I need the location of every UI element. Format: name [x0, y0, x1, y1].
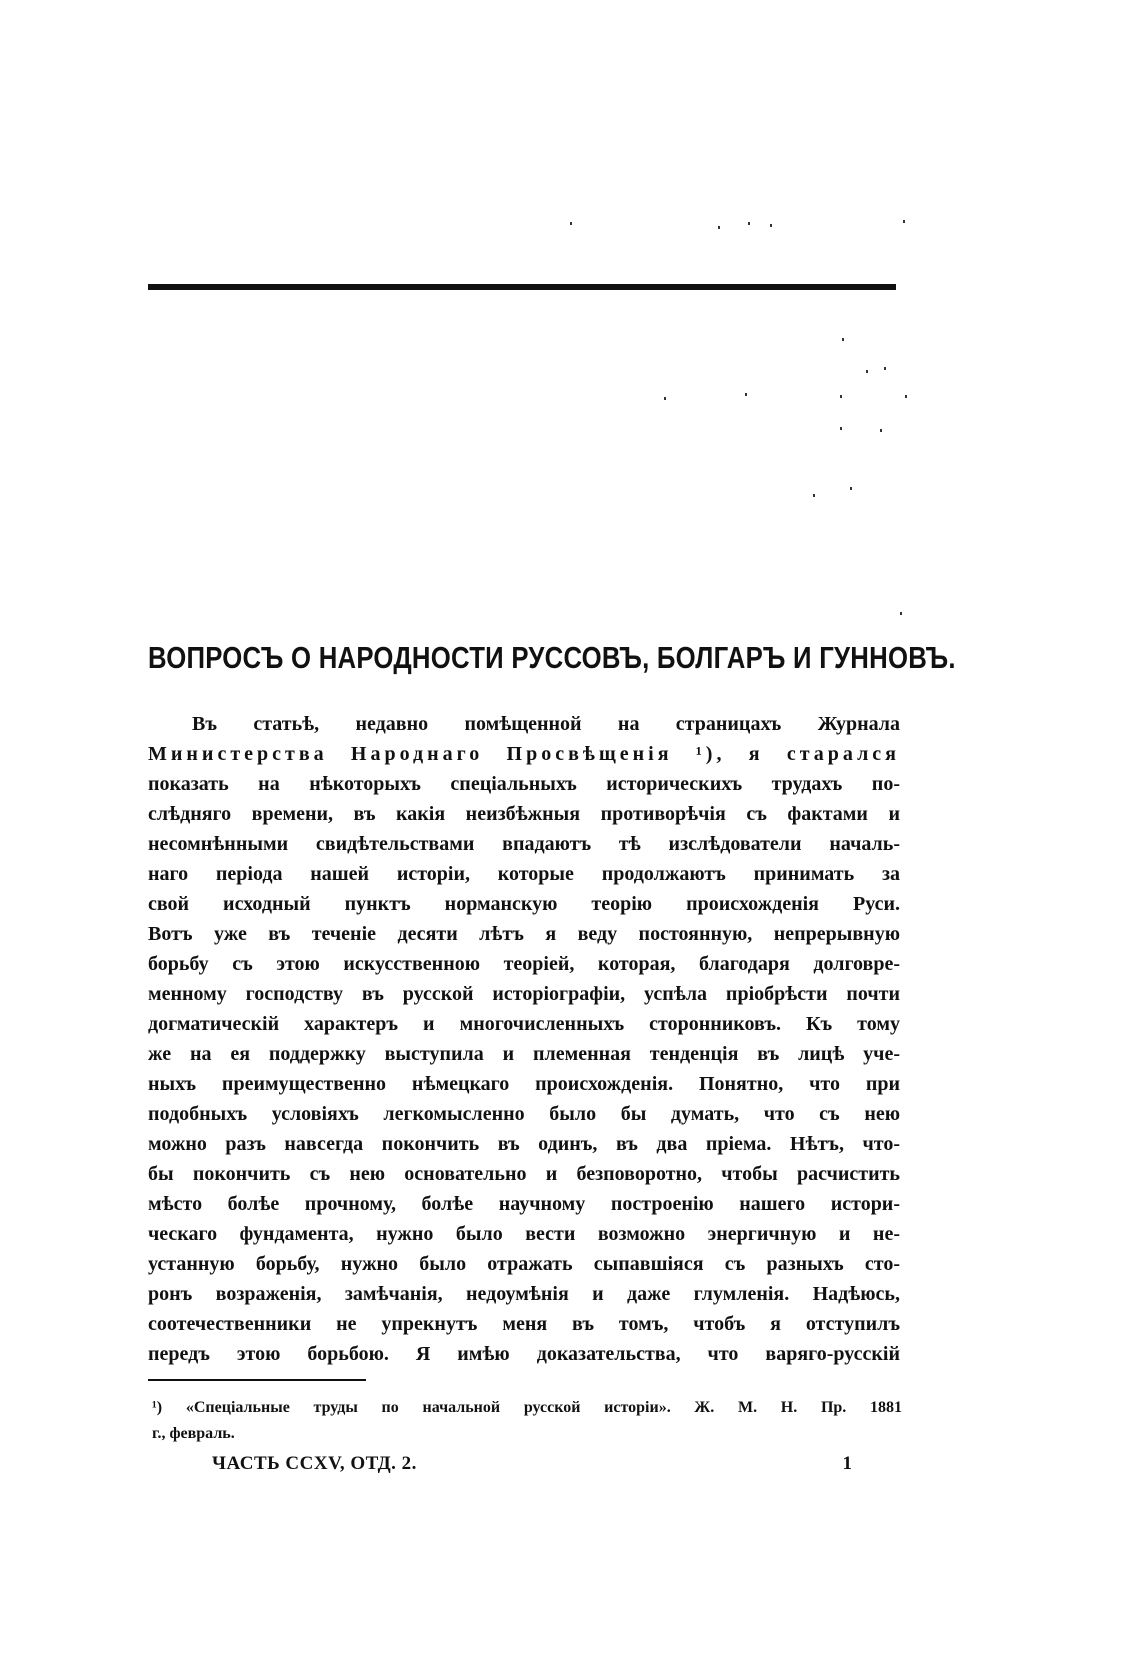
- signature-mark: ЧАСТЬ CCXV, ОТД. 2.: [212, 1453, 417, 1474]
- footnote: [152, 1395, 902, 1447]
- body-line: передъ этою борьбою. Я имѣю доказательства, что варяго-русскій: [148, 1343, 900, 1365]
- body-line: устанную борьбу, нужно было отражать сыпавшіяся съ разныхъ сто-: [148, 1253, 900, 1275]
- page-footer: [212, 1453, 852, 1483]
- body-line: соотечественники не упрекнутъ меня въ томъ, чтобъ я отступилъ: [148, 1313, 900, 1335]
- footnote-marker: ¹): [152, 1399, 163, 1416]
- footnote-rule: [148, 1379, 366, 1381]
- body-line: мѣсто болѣе прочному, болѣе научному построенію нашего истори-: [148, 1193, 900, 1215]
- footnote-text: «Спеціальные труды по начальной русской исторіи». Ж. М. Н. Пр. 1881: [185, 1399, 903, 1416]
- body-line: Министерства Народнаго Просвѣщенія ¹), я старался: [148, 743, 900, 765]
- body-line: ческаго фундамента, нужно было вести возможно энергичную и не-: [148, 1223, 900, 1245]
- body-line: наго періода нашей исторіи, которые продолжаютъ принимать за: [148, 863, 900, 885]
- footnote-line: г., февраль.: [152, 1425, 235, 1442]
- body-line: несомнѣнными свидѣтельствами впадаютъ тѣ изслѣдователи началь-: [148, 833, 900, 855]
- article-title: ВОПРОСЪ О НАРОДНОСТИ РУССОВЪ, БОЛГАРЪ И ГУННОВЪ.: [148, 640, 956, 675]
- body-line: подобныхъ условіяхъ легкомысленно было бы думать, что съ нею: [148, 1103, 900, 1125]
- body-line: Въ статьѣ, недавно помѣщенной на страницахъ Журнала: [192, 713, 900, 735]
- body-line: менному господству въ русской исторіографіи, успѣла пріобрѣсти почти: [148, 983, 900, 1005]
- body-line: ронъ возраженія, замѣчанія, недоумѣнія и даже глумленія. Надѣюсь,: [148, 1283, 900, 1305]
- body-line: борьбу съ этою искусственною теоріей, которая, благодаря долговре-: [148, 953, 900, 975]
- body-line: же на ея поддержку выступила и племенная тенденція въ лицѣ уче-: [148, 1043, 900, 1065]
- article-body: [148, 709, 900, 1369]
- body-line: свой исходный пунктъ норманскую теорію происхожденія Руси.: [148, 893, 900, 915]
- body-line: Вотъ уже въ теченіе десяти лѣтъ я веду постоянную, непрерывную: [148, 923, 900, 945]
- body-line: ныхъ преимущественно нѣмецкаго происхожденія. Понятно, что при: [148, 1073, 900, 1095]
- body-line: догматическій характеръ и многочисленныхъ сторонниковъ. Къ тому: [148, 1013, 900, 1035]
- page-number: 1: [842, 1453, 852, 1474]
- body-line: бы покончить съ нею основательно и безповоротно, чтобы расчистить: [148, 1163, 900, 1185]
- body-line: показать на нѣкоторыхъ спеціальныхъ историческихъ трудахъ по-: [148, 773, 900, 795]
- header-rule: [148, 284, 896, 290]
- body-line: слѣдняго времени, въ какія неизбѣжныя противорѣчія съ фактами и: [148, 803, 900, 825]
- body-line: можно разъ навсегда покончить въ одинъ, въ два пріема. Нѣтъ, что-: [148, 1133, 900, 1155]
- footnote-line: [152, 1395, 902, 1421]
